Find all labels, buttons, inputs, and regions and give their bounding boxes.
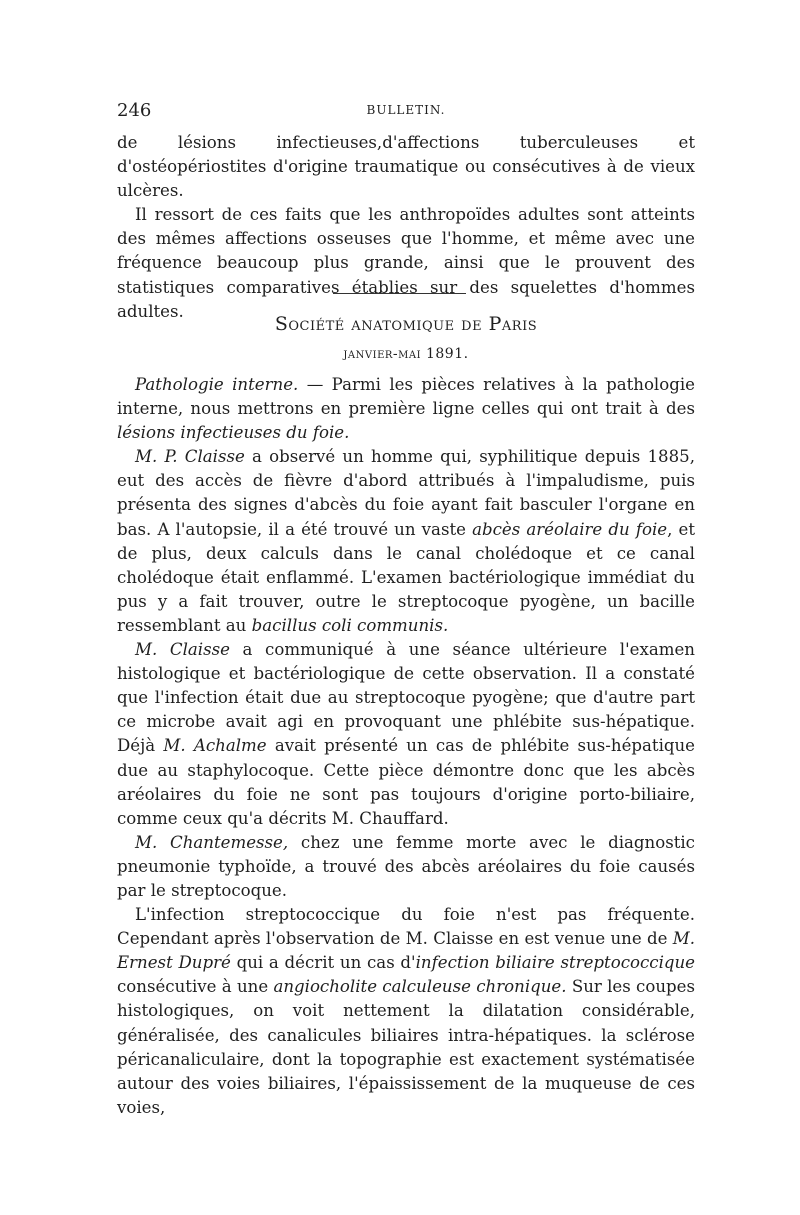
section-date: janvier-mai 1891. — [343, 346, 469, 362]
paragraph-text: — Parmi les pièces relatives à la pathologie interne, nous mettrons en première ligne celles qui ont trait à des — [117, 375, 695, 419]
page-header — [117, 100, 695, 124]
paragraph-infection-streptococcique — [117, 903, 695, 1120]
paragraph-claisse-observation — [117, 445, 695, 638]
paragraph-pathologie-interne — [117, 373, 695, 445]
paragraph-text: a observé un homme qui, syphilitique depuis 1885, eut des accès de fièvre d'abord attribués à l'impaludisme, puis présenta des signes d'abcès du foie ayant fait basculer l'organe en bas. A l'autopsie, il a été trouvé un vaste — [117, 447, 696, 539]
italic-phrase: abcès aréolaire du foie — [472, 519, 668, 539]
section-title: Société anatomique de Paris — [274, 313, 538, 335]
italic-lead: Pathologie interne. — [135, 375, 299, 394]
paragraph-text: L'infection streptococcique du foie n'est pas fréquente. Cependant après l'observation de M. Claisse en est venue une de — [117, 905, 695, 949]
section-body — [117, 373, 695, 1120]
intro-paragraph-continued: de lésions infectieuses,d'affections tuberculeuses et d'ostéopériostites d'origine traumatique ou consécutives à de vieux ulcères. — [117, 133, 695, 201]
paragraph-text: consécutive à une — [117, 977, 274, 997]
section-divider — [333, 293, 466, 294]
running-head: BULLETIN. — [366, 103, 446, 117]
italic-lead: M. Chantemesse, — [135, 832, 289, 852]
paragraph-claisse-examen — [117, 638, 695, 831]
italic-phrase: angiocholite calculeuse chronique. — [273, 977, 567, 997]
paragraph-chantemesse — [117, 831, 695, 903]
intro-paragraph: Il ressort de ces faits que les anthropoïdes adultes sont atteints des mêmes affections osseuses que l'homme, et même avec une fréquence beaucoup plus grande, ainsi que le prouvent des statistiques comparatives établies sur des squelettes d'hommes adultes. — [117, 205, 695, 321]
paragraph-text: chez une femme morte avec le diagnostic pneumonie typhoïde, a trouvé des abcès aréolaires du foie causés par le streptocoque. — [117, 832, 695, 900]
italic-phrase: infection biliaire streptococcique — [415, 953, 695, 973]
italic-lead: M. Claisse — [135, 640, 230, 660]
italic-lead: M. P. Claisse — [135, 447, 245, 467]
paragraph-text: qui a décrit un cas d' — [230, 953, 416, 973]
italic-phrase: M. Ernest Dupré — [117, 929, 695, 973]
paragraph-text: avait présenté un cas de phlébite sus-hépatique due au staphylocoque. Cette pièce démontre donc que les abcès aréolaires du foie ne sont pas toujours d'origine porto-biliaire, comme ceux qu'a décrits M. Chauffard. — [117, 736, 696, 828]
intro-text — [117, 131, 695, 324]
paragraph-text: , et de plus, deux calculs dans le canal cholédoque et ce canal cholédoque était enflammé. L'examen bactériologique immédiat du pus y a fait trouver, outre le streptocoque pyogène, un bacille ressemblant au — [117, 519, 695, 635]
italic-phrase: M. Achalme — [163, 736, 267, 756]
italic-phrase: bacillus coli communis. — [251, 615, 449, 635]
paragraph-text: Sur les coupes histologiques, on voit nettement la dilatation considérable, généralisée, des canalicules biliaires intra-hépatiques. la sclérose péricanaliculaire, dont la topographie est exactement systématisée autour des voies biliaires, l'épaississement de la muqueuse de ces voies, — [117, 977, 695, 1117]
italic-phrase: lésions infectieuses du foie. — [117, 423, 350, 443]
page-number: 246 — [117, 100, 152, 121]
paragraph-text: a communiqué à une séance ultérieure l'examen histologique et bactériologique de cette observation. Il a constaté que l'infection était due au streptocoque pyogène; que d'autre part ce microbe avait agi en provoquant une phlébite sus-hépatique. Déjà — [117, 640, 695, 756]
